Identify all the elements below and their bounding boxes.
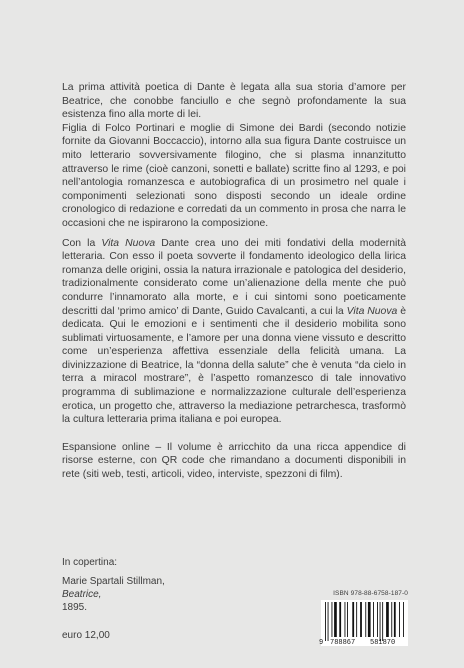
barcode-bar <box>356 602 357 637</box>
barcode-bar <box>365 602 366 637</box>
barcode-bar <box>403 602 404 637</box>
barcode-bar <box>360 602 362 637</box>
barcode-bar <box>332 602 333 637</box>
barcode-bar <box>334 602 337 637</box>
barcode-bar <box>352 602 354 637</box>
barcode-bar <box>391 602 392 637</box>
cover-credit <box>62 556 165 614</box>
barcode-bar <box>325 602 326 641</box>
barcode-digits-right: 581870 <box>370 639 396 646</box>
barcode-bar <box>328 602 329 641</box>
isbn-text: ISBN 978-88-6758-187-0 <box>333 590 408 597</box>
paragraph-intro: La prima attività poetica di Dante è legata alla sua storia d’amore per Beatrice, che conobbe fanciullo e che segnò profondamente la sua esistenza fino alla morte di lei. <box>62 82 406 121</box>
barcode-bar <box>386 602 389 637</box>
barcode-bar <box>345 602 346 637</box>
price: euro 12,00 <box>62 630 110 641</box>
cover-year: 1895. <box>62 602 88 613</box>
barcode-graphic <box>316 600 408 646</box>
barcode-bar <box>339 602 341 637</box>
paragraph-beatrice: Figlia di Folco Portinari e moglie di Simone dei Bardi (secondo notizie fornite da Giovanni Boccaccio), intorno alla sua figura Dante costruisce un mito letterario sovversivamente filogino, che si plasma innanzitutto attraverso le rime (cioè canzoni, sonetti e ballate) scritte fino al 1293, e poi nell’antologia romanzesca e autobiografica di un prosimetro nel quale i componimenti selezionati sono disposti secondo un ideale ordine cronologico di redazione e corredati da un commento in prosa che narra le occasioni che ne ispirarono la composizione. <box>62 122 406 229</box>
synopsis <box>62 81 406 482</box>
barcode-bar <box>382 602 383 641</box>
barcode-bar <box>394 602 396 637</box>
barcode-digit-first: 9 <box>319 639 324 646</box>
barcode-bar <box>399 602 400 637</box>
barcode <box>316 600 408 646</box>
barcode-bar <box>373 602 374 637</box>
barcode-digits-left: 788867 <box>330 639 356 646</box>
cover-artist: Marie Spartali Stillman, <box>62 576 165 587</box>
cover-credit-label: In copertina: <box>62 557 118 568</box>
paragraph-online-expansion: Espansione online – Il volume è arricchito da una ricca appendice di risorse esterne, con QR code che rimandano a documenti disponibili in rete (siti web, testi, articoli, video, interviste, spezzoni di film). <box>62 441 406 481</box>
paragraph-vita-nuova: Con la Vita Nuova Dante crea uno dei miti fondativi della modernità letteraria. Con esso il poeta sovverte il fondamento ideologico della lirica romanza delle origini, ossia la natura irrazionale e patologica del desiderio, tradizionalmente considerato come un’alienazione della mente che può condurre l’innamorato alla morte, e i cui sintomi sono poeticamente descritti dal ‘primo amico’ di Dante, Guido Cavalcanti, a cui la Vita Nuova è dedicata. Qui le emozioni e i sentimenti che il desiderio mobilita sono sublimati virtuosamente, e l’amore per una donna viene vissuto e descritto come un’esperienza affettiva essenziale della felicità umana. La divinizzazione di Beatrice, la “donna della salute” che è venuta “da cielo in terra a miracol mostrare”, è l’aspetto romanzesco di tale innovativo programma di sublimazione e normalizzazione culturale dell’esperienza erotica, un progetto che, attraverso la mediazione petrarchesca, trasformò la cultura letteraria prima italiana e poi europea. <box>62 237 407 426</box>
cover-title: Beatrice, <box>62 589 102 600</box>
barcode-bar <box>380 602 381 641</box>
barcode-bar <box>347 602 348 637</box>
work-title: Vita Nuova <box>346 305 398 317</box>
work-title: Vita Nuova <box>101 237 156 249</box>
barcode-bar <box>368 602 371 637</box>
barcode-bar <box>377 602 378 637</box>
